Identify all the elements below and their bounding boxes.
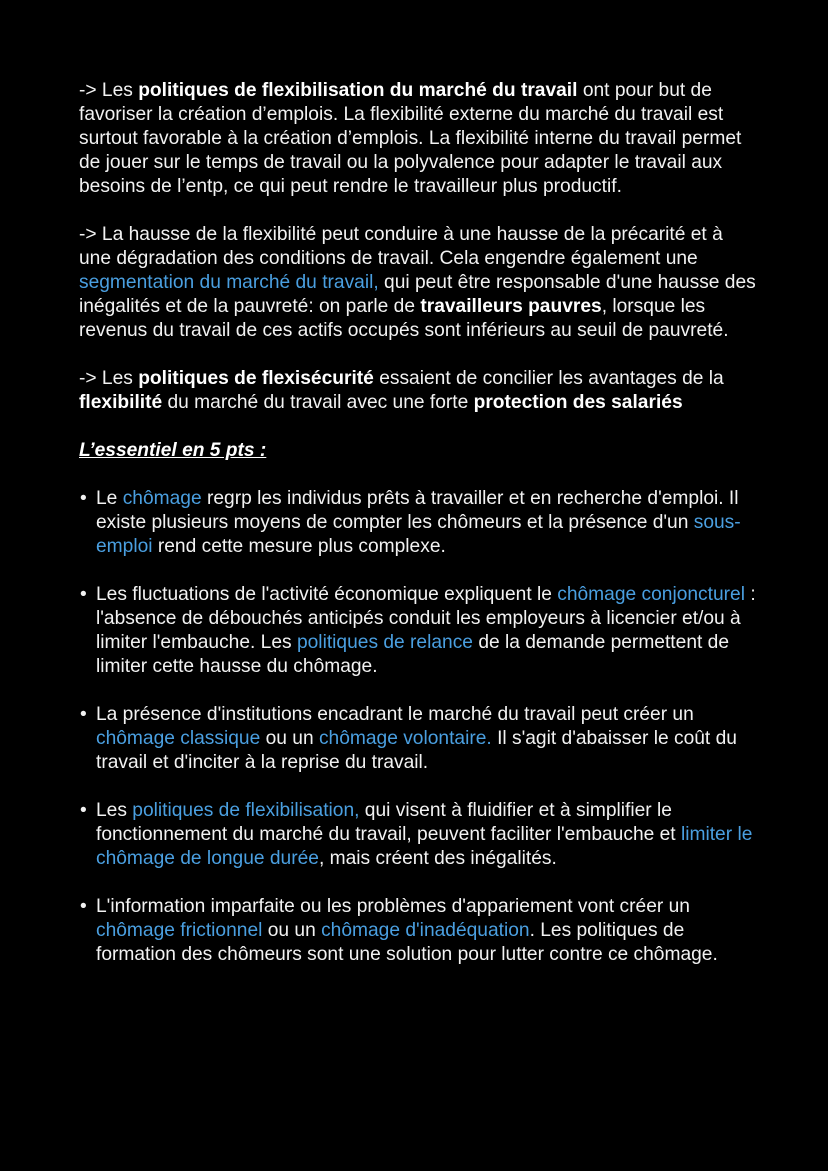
bold-term: politiques de flexisécurité: [138, 368, 374, 389]
point-text: : l'absence de débouchés anticipés conduit les employeurs à licencier et/ou à limiter l'embauche. Les: [96, 584, 756, 653]
paragraph-text: du marché du travail avec une forte: [162, 392, 474, 413]
section-heading-essentiel: L’essentiel en 5 pts :: [79, 440, 267, 461]
key-point-frictionnel: [79, 895, 759, 967]
highlighted-term: sous-emploi: [96, 512, 741, 557]
point-text: de la demande permettent de limiter cette hausse du chômage.: [96, 632, 729, 677]
key-point-classique: [79, 703, 759, 775]
point-text: La présence d'institutions encadrant le marché du travail peut créer un: [96, 704, 694, 725]
bullet-icon: •: [80, 896, 87, 917]
point-text: Les: [96, 800, 133, 821]
point-text: rend cette mesure plus complexe.: [152, 536, 446, 557]
point-text: ou un: [262, 920, 322, 941]
bold-term: travailleurs pauvres: [420, 296, 602, 317]
point-text: regrp les individus prêts à travailler et en recherche d'emploi. Il existe plusieurs moyens de compter les chômeurs et la présence d'un: [96, 488, 739, 533]
key-point-flexibilisation: [79, 799, 759, 871]
bullet-icon: •: [80, 800, 87, 821]
highlighted-term: chômage: [122, 488, 202, 509]
highlighted-term: chômage volontaire.: [318, 728, 492, 749]
highlighted-term: chômage conjoncturel: [557, 584, 745, 605]
point-text: L'information imparfaite ou les problèmes d'appariement vont créer un: [96, 896, 690, 917]
point-text: ou un: [260, 728, 319, 749]
bullet-icon: •: [80, 584, 87, 605]
highlighted-term: chômage d'inadéquation: [321, 920, 530, 941]
highlighted-term: chômage frictionnel: [96, 920, 263, 941]
highlighted-term: chômage classique: [96, 728, 261, 749]
bold-term: politiques de flexibilisation du marché du travail: [138, 80, 578, 101]
bullet-icon: •: [80, 488, 87, 509]
document-page: [79, 79, 759, 991]
paragraph-text: ont pour but de favoriser la création d’emplois. La flexibilité externe du marché du travail est surtout favorable à la création d’emplois. La flexibilité interne du travail permet de jouer sur le temps de travail ou la polyvalence pour adapter le travail aux besoins de l’entp, ce qui peut rendre le travailleur plus productif.: [79, 80, 742, 197]
highlighted-term: politiques de flexibilisation,: [132, 800, 360, 821]
highlighted-term: segmentation du marché du travail,: [79, 272, 379, 293]
bold-term: flexibilité: [79, 392, 163, 413]
highlighted-term: politiques de relance: [296, 632, 473, 653]
bold-term: protection des salariés: [473, 392, 683, 413]
point-text: qui visent à fluidifier et à simplifier le fonctionnement du marché du travail, peuvent faciliter l'embauche et: [96, 800, 681, 845]
paragraph-text: qui peut être responsable d'une hausse des inégalités et de la pauvreté: on parle de: [79, 272, 756, 317]
paragraph-flexibilisation: [79, 79, 759, 199]
paragraph-flexisecurite: [79, 367, 759, 415]
point-text: , mais créent des inégalités.: [318, 848, 557, 869]
key-point-chomage: [79, 487, 759, 559]
bullet-icon: •: [80, 704, 87, 725]
key-points-list: [79, 487, 759, 967]
highlighted-term: limiter le chômage de longue durée: [96, 824, 753, 869]
paragraph-text: essaient de concilier les avantages de la: [373, 368, 724, 389]
key-point-conjoncturel: [79, 583, 759, 679]
paragraph-precarite: [79, 223, 759, 343]
point-text: Le: [96, 488, 123, 509]
paragraph-prefix: -> Les: [79, 368, 139, 389]
point-text: . Les politiques de formation des chômeurs sont une solution pour lutter contre ce chômage.: [96, 920, 718, 965]
point-text: Les fluctuations de l'activité économique expliquent le: [96, 584, 558, 605]
paragraph-prefix: -> Les: [79, 80, 139, 101]
point-text: Il s'agit d'abaisser le coût du travail et d'inciter à la reprise du travail.: [96, 728, 737, 773]
paragraph-text: , lorsque les revenus du travail de ces actifs occupés sont inférieurs au seuil de pauvreté.: [79, 296, 729, 341]
paragraph-prefix: -> La hausse de la flexibilité peut conduire à une hausse de la précarité et à une dégradation des conditions de travail. Cela engendre également une: [79, 224, 723, 269]
